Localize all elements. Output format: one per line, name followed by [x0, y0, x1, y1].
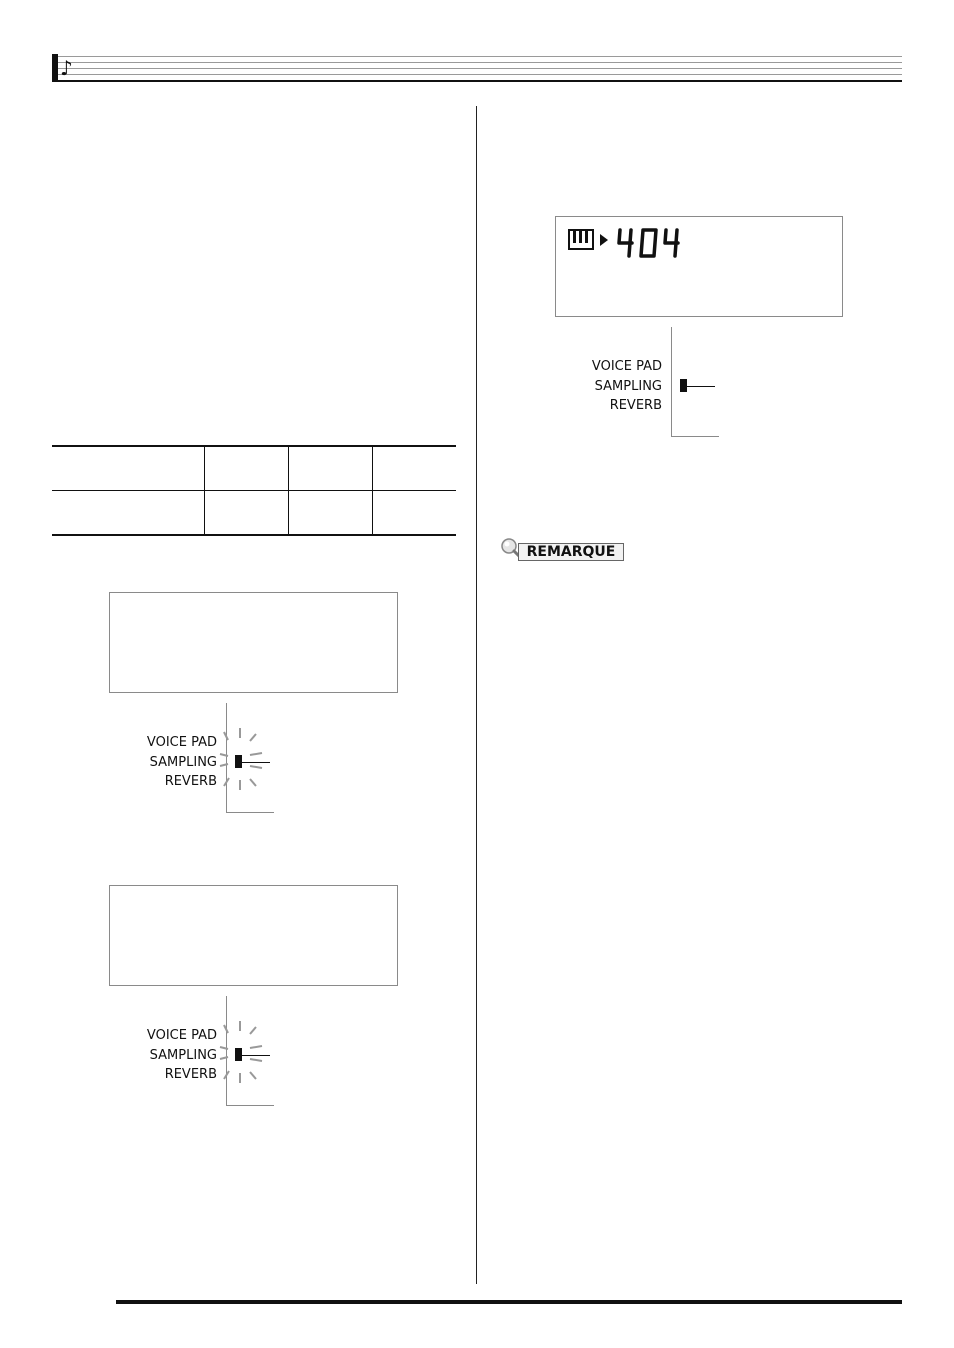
- indicator-reverb: REVERB: [164, 774, 217, 789]
- keyboard-icon: [568, 229, 596, 251]
- indicator-sampling: SAMPLING: [149, 1047, 217, 1063]
- footer-rule: [116, 1300, 902, 1304]
- remarque-badge: [500, 537, 630, 567]
- indicator-labels-1: [120, 733, 217, 792]
- indicator-reverb: REVERB: [164, 1067, 217, 1082]
- eighth-note-icon: ♪: [60, 56, 73, 80]
- table-header-cell: [205, 447, 288, 490]
- table-header-cell: [289, 447, 372, 490]
- remarque-label: REMARQUE: [518, 543, 624, 561]
- indicator-sampling: SAMPLING: [594, 378, 662, 394]
- table-header-cell: [373, 447, 456, 490]
- indicator-voice-pad: VOICE PAD: [146, 1028, 217, 1043]
- indicator-reverb: REVERB: [609, 398, 662, 413]
- table-header-cell: [52, 447, 204, 490]
- table-cell: [52, 491, 204, 534]
- blink-rays-icon: [216, 1019, 266, 1085]
- table-cell: [373, 491, 456, 534]
- indicator-voice-pad: VOICE PAD: [146, 735, 217, 750]
- table-cell: [205, 491, 288, 534]
- indicator-marker: [680, 379, 687, 392]
- lcd-display-3: [555, 216, 843, 317]
- indicator-bracket: [671, 327, 719, 437]
- data-table: [52, 445, 456, 536]
- blink-rays-icon: [216, 726, 266, 792]
- header-staff: [52, 54, 902, 82]
- lcd-display-1: [109, 592, 398, 693]
- indicator-sampling: SAMPLING: [149, 754, 217, 770]
- table-cell: [289, 491, 372, 534]
- staff-bar: [52, 54, 58, 82]
- indicator-labels-3: [564, 357, 662, 416]
- indicator-voice-pad: VOICE PAD: [591, 359, 662, 374]
- lcd-display-2: [109, 885, 398, 986]
- play-arrow-icon: [599, 233, 609, 247]
- indicator-labels-2: [120, 1026, 217, 1085]
- indicator-pointer: [687, 386, 715, 387]
- lcd-number: [616, 227, 686, 259]
- column-divider: [476, 106, 477, 1284]
